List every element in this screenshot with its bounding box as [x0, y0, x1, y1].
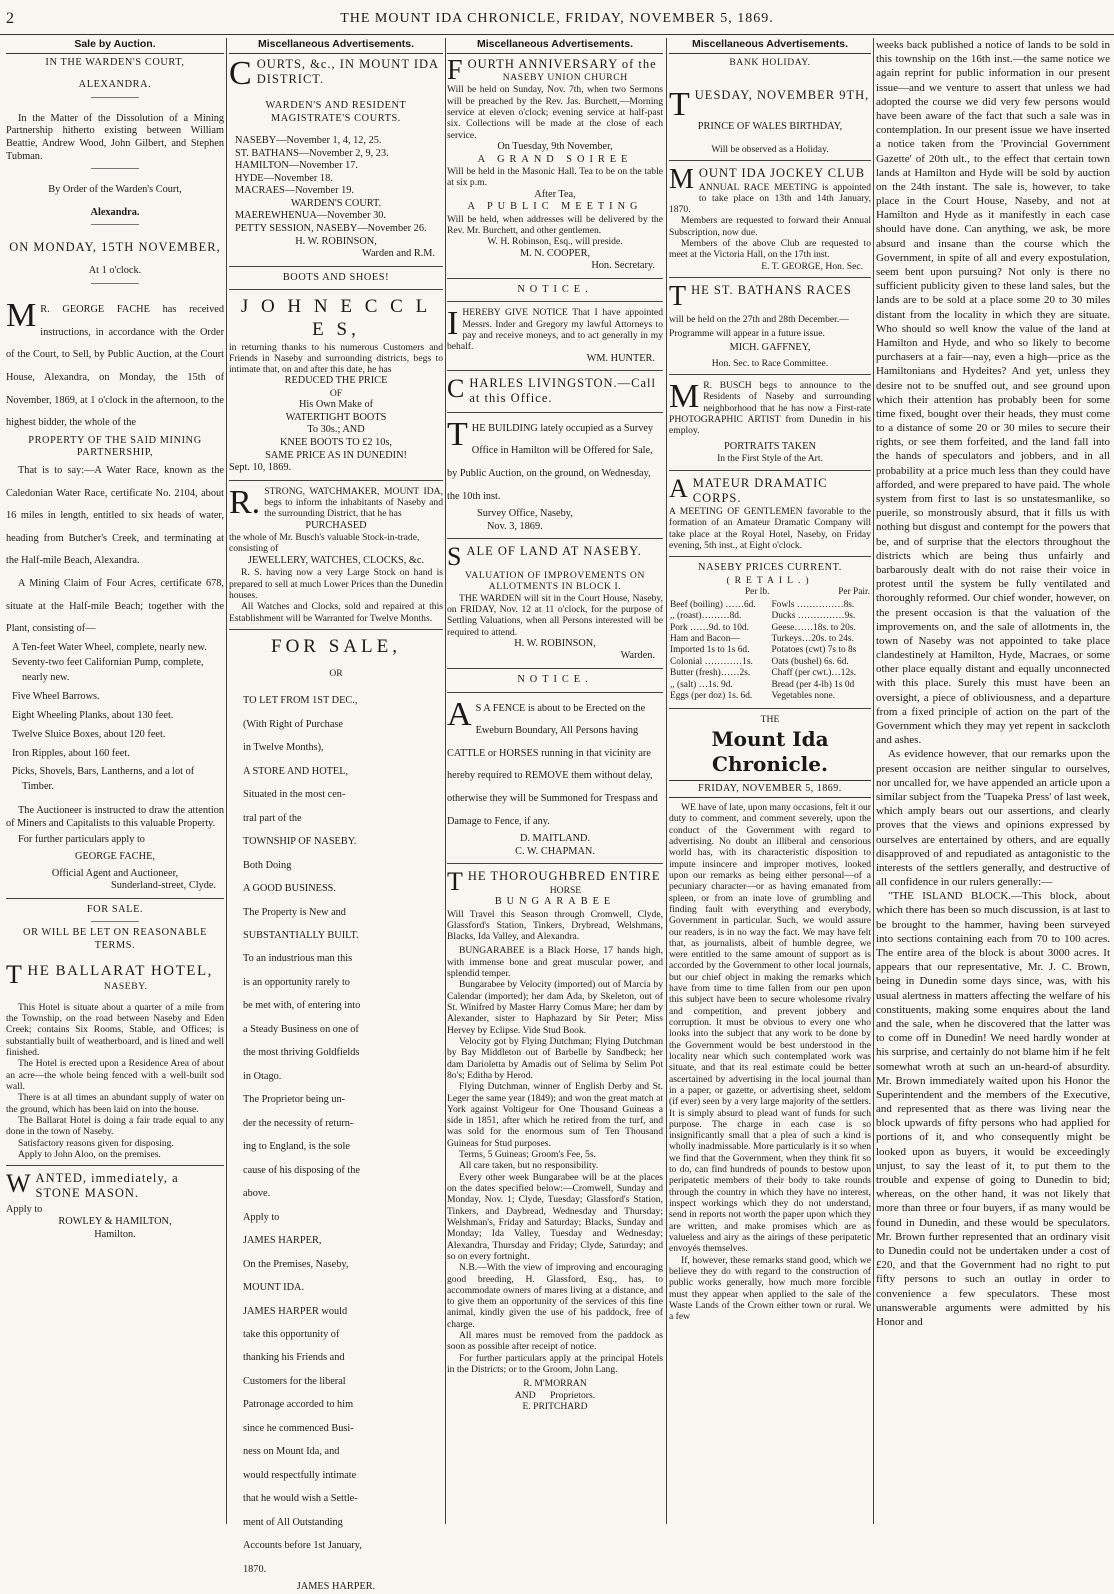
list-item: MAEREWHENUA—November 30.: [235, 210, 386, 222]
ad-line: Will be held, when addresses will be delivered by the Rev. Mr. Burchett, and other gentlemen.: [447, 213, 663, 237]
races-title: THE ST. BATHANS RACES: [669, 281, 852, 313]
signature-title: Hon. Sec. to Race Committee.: [711, 357, 829, 369]
ad-line: VALUATION OF IMPROVEMENTS ON ALLOTMENTS IN BLOCK I.: [465, 569, 645, 593]
prices-retail: (RETAIL.): [726, 574, 814, 586]
drop-cap: A: [447, 695, 472, 733]
table-row: Pork ……9d. to 10d. Geese……18s. to 20s.: [670, 622, 856, 633]
prices-table: [669, 586, 871, 703]
hotel-text: This Hotel is situate about a quarter of a mile from the Township, on the road between Naseby and Eden Creek; contains Six Rooms, Stable, and Offices; is substantially built of weatherboard, and is lined and well finished. The Hotel is erected upon a Residence Area of about an acre—the whole being fenced with a well-built sod wall. There is at all times an abundant supply of water on the ground, which has been laid on into the house. The Ballarat Hotel is doing a fair trade equal to any done in the town of Naseby. Satisfactory reasons given for disposing. Apply to John Aloo, on the premises.: [6, 1001, 224, 1160]
boots-heading: BOOTS AND SHOES!: [282, 271, 390, 283]
column-header: Miscellaneous Advertisements.: [447, 38, 663, 54]
ad-line: REDUCED THE PRICE: [284, 375, 388, 387]
ad-line: PURCHASED: [305, 519, 367, 531]
ad-line: All Watches and Clocks, sold and repaired at this Establishment will be Warranted for Twelve Months.: [229, 601, 443, 624]
list-item: HAMILTON—November 17.: [235, 160, 358, 172]
column-header: Miscellaneous Advertisements.: [669, 38, 871, 54]
anniversary-title: FOURTH ANNIVERSARY of the: [447, 54, 657, 86]
column-misc-2: [447, 38, 663, 1524]
column-auction: [6, 38, 224, 1524]
signature: E. T. GEORGE, Hon. Sec.: [761, 260, 863, 272]
horse-title: THE THOROUGHBRED ENTIRE: [447, 867, 661, 897]
store-hotel-ad: TO LET FROM 1ST DEC., (With Right of Purchase in Twelve Months), A STORE AND HOTEL, Situated in the most cen- tral part of the TOWNSHIP OF NASEBY. Both Doing A GOOD BUSINESS. The Property is New and SUBSTANTIALLY BUILT. To an industrious man this is an opportunity rarely to be met with, of entering into a Steady Business on one of the most thriving Goldfields in Otago. The Proprietor being un- der the necessity of return- ing to England, is the sole cause of his disposing of the above. Apply to JAMES HARPER, On the Premises, Naseby, MOUNT IDA.: [243, 695, 361, 1294]
attention-text: The Auctioneer is instructed to draw the attention of Miners and Capitalists to this valuable Property.: [6, 805, 224, 829]
drop-cap: M: [669, 164, 695, 196]
page-title: THE MOUNT IDA CHRONICLE, FRIDAY, NOVEMBER 5, 1869.: [340, 11, 774, 26]
for-sale-title: FOR SALE,: [271, 635, 401, 657]
signature: C. W. CHAPMAN.: [515, 845, 595, 857]
ad-line: In the First Style of the Art.: [717, 453, 823, 465]
drop-cap: F: [447, 54, 464, 86]
ad-line: Survey Office, Naseby,: [477, 508, 573, 520]
editorial-continued: weeks back published a notice of lands to be sold in this township on the 16th inst.—the same notice we again reprint for public information in our present issue—and we venture to assert that unless we had adopted the course we did very few persons would have been aware of the fact that such a sale was in contemplation. In our present issue we have inserted a notice taken from the 'Provincial Government Gazette' of 20th ult., to the effect that certain town lands at Hamilton and Hyde will be sold by auction on the 24th instant. The sale is, however, to take place in the Court House, Naseby, and not at Hamilton and Hyde as it manifestly in each case should have done. Can anything, we ask, be more absurd and insane than the course which the Government, in spite of all and every expostulation, seem bent upon pursuing? Not only is there no sufficient publicity given to these land sales, but the lands are to be sold at a place some 20 to 30 miles distant from the locality in which they are situate. Who should so well know the value of the land at Hamilton and Hyde, and who so likely to become purchasers at a fair—nay, even a high—price as the Hamiltonians and Hydeites? And yet, unless they desire not to be snuffed out, and see ground upon which their attention has probably been for some time fixed, bought over their heads, they must come to a distance of some 20 or 30 miles to secure their rights, or see them forfeited, and the land fall into the hands of speculators and jobbers, and in all probability at a price much less than they could have afforded, and were prepared to have paid. The whole system from first to last is so unstatesmanlike, so puerile, so monstrously absurd, that it fills us with nothing but disgust and contempt for the powers that be, and of surprise that the electors throughout the districts which are being thus unfairly and barbarously dealt with do not raise their voice in protest until the system be fully ventilated and thoroughly reformed. Our chief wonder, however, on the present occasion is that the valuation of the improvements on, and the sale of allotments in, the town of Naseby was not appointed to take place clandestinely at Hamilton, Hyde, Macraes, or some other place equally distant and equally unconnected with this place. Surely this must have been an oversight, a piece of obliviousness, and a departure from a fixed principle of action on the part of the Government which they may yet repent in sackcloth and ashes. As evidence however, that our remarks upon the present occasion are neither singular to ourselves, nor uncalled for, we have appended an article upon a similar subject from the 'Tuapeka Press' of last week, which amply bears out our assertions, and clearly proves that the views and opinions expressed by ourselves are entertained by others, and are equally disapproved of and repudiated as antagonistic to the interests of the settlers generally, and destructive of all confidence in our rulers generally:— "THE ISLAND BLOCK.—This block, about which there has been so much discussion, is at last to be brought to the hammer, having been surveyed into sections containing each from 70 to 100 acres. The entire area of the block is about 3000 acres. It appears that our representative, Mr. J. C. Brown, being in Dunedin some days since, was, with his usual alertness in matters affecting the welfare of his constituents, making some enquires about the land and the sale, when he discovered that the latter was to come off in Dunedin! We need hardly wonder at his surprise, and certainly do not blame him if he felt somewhat wroth at such an un-heard-of absurdity. Mr. Brown immediately waited upon his Honor the Superintendent and the members of the Executive, and represented that as there was living near the block upwards of fifty persons who had applied for portions of it, and who consequently might be looked upon as buyers, it would be exceedingly unjust, to say the least of it, to put them to the trouble and expense of going to Dunedin to bid; whereas, on the other hand, it was not likely that more than three or four buyers, if as many would be found in Dunedin, and these would be speculators. Mr. Brown further represented that an ordinary visit to Dunedin could not be undertaken under a cost of £20, and that the Government had no right to put fifty persons to such an outlay in order to convenience a few speculators. These most unanswerable arguments were admitted by his Honor and: [876, 39, 1110, 1328]
ad-line: OF: [329, 388, 343, 400]
nameplate-date: FRIDAY, NOVEMBER 5, 1869.: [669, 780, 871, 798]
drop-cap: T: [447, 867, 464, 897]
signature: H. W. ROBINSON,: [514, 637, 596, 649]
table-row: Colonial …………1s. Oats (bushel) 6s. 6d.: [670, 656, 849, 667]
drop-cap: S: [447, 542, 463, 572]
eccles-name: J O H N E C C L E S,: [240, 296, 432, 341]
list-item: NASEBY—November 1, 4, 12, 25.: [235, 135, 382, 147]
table-row: Ham and Bacon— Turkeys…20s. to 24s.: [670, 634, 854, 644]
ad-line: JEWELLERY, WATCHES, CLOCKS, &c.: [247, 554, 425, 566]
newspaper-nameplate: Mount Ida Chronicle.: [711, 727, 829, 776]
ad-line: After Tea,: [534, 188, 576, 200]
drop-cap: T: [6, 960, 24, 990]
sale-date: ON MONDAY, 15TH NOVEMBER,: [9, 240, 221, 255]
ad-line: His Own Make of: [298, 399, 374, 411]
ad-line: SAME PRICE AS IN DUNEDIN!: [265, 449, 407, 461]
masthead: [0, 0, 1114, 35]
table-row: Eggs (per doz) 1s. 6d. Vegetables none.: [670, 691, 835, 702]
list-item: Iron Ripples, about 160 feet.: [12, 747, 130, 759]
nameplate-the: THE: [760, 713, 780, 725]
courts-list: [229, 135, 443, 198]
ad-line: will be held on the 27th and 28th December.—: [669, 313, 849, 325]
ad-line: Will be held in the Masonic Hall. Tea to be on the table at six p.m.: [447, 166, 663, 189]
drop-cap: T: [447, 415, 468, 453]
column-editorial: [876, 38, 1110, 1524]
editorial-text: WE have of late, upon many occasions, felt it our duty to comment, and comment severely, upon the conduct of the Government with regard to advertising. No doubt an illiberal and censorious world has, with its characteristic disposition to impute insincere and improper motives, looked upon our remarks as being either personal—of a pecuniary character—or as having emanated from spleen, or from an inate love of grumbling and finding fault with everything and everybody, Government in particular. Such, we would assure our readers, is in no way the fact. We may have felt that, as journalists, albeit of humble degree, we were entitled to the same amount of support as is accorded by the Government to other local journals, but our chief object in making the remarks which have from time to time fallen from our pen upon this subject have been to secure wholesome rivalry and competition, and prevent jobbery and corruption. It must be obvious to every one who looks into the subject that any work to be done by the Government would be best understood in the locality near which such contemplated work was situate, and that its real estimate could be better ascertained by advertising in the local journal than in a paper, or gazette, or advertising sheet, seldom (if ever) seen by a very large majority of the settlers. It is simply absurd to plead want of funds for such purpose. The charge in each case is so insignificantly small that a plea of such a kind is wholly inadmissable. More particularly is it so when we find that the Government, when they think fit so to do, can find hundreds of pounds to bestow upon peripatetic members of their body to take rounds through the country in which they have no interest, inspect workings which they do not understand, send in reports not worth the paper upon which they are written, and make promises which are as valueless and airy as the airings of these peripatetic envoyés themselves. If, however, these remarks stand good, which we believe they do with regard to the construction of public works generally, how much more forcible must they appear when applied to the sale of the Waste Lands of the Crown either town or rural. We a few: [669, 802, 871, 1323]
table-row: Imported 1s to 1s 6d. Potatoes (cwt) 7s to 8s: [670, 645, 857, 656]
dramatic-title: AMATEUR DRAMATIC CORPS.: [669, 473, 828, 505]
auction-intro: M R. GEORGE FACHE has received instructions, in accordance with the Order of the Court, to Sell, by Public Auction, at the Court House, Alexandra, on Monday, the 15th of November, 1869, at 1 o'clock in the afternoon, to the highest bidder, the whole of the: [6, 296, 224, 429]
courts-sub: WARDEN'S AND RESIDENT MAGISTRATE'S COURTS.: [265, 100, 407, 124]
signature: E. PRITCHARD: [522, 1400, 588, 1412]
jockey-title: MOUNT IDA JOCKEY CLUB: [669, 164, 866, 196]
eccles-text: in returning thanks to his numerous Customers and Friends in Naseby and surrounding districts, begs to intimate that, on and after this date, he has: [229, 341, 443, 376]
ad-line: R. S. having now a very Large Stock on hand is prepared to sell at much Lower Prices than the Dunedin houses.: [229, 567, 443, 601]
ad-line: HORSE: [549, 884, 582, 896]
signature-title: Hon. Secretary.: [591, 260, 655, 272]
strong-text: R. STRONG, WATCHMAKER, MOUNT IDA, begs to inform the inhabitants of Naseby and the surrounding District, that he has: [229, 483, 443, 521]
wanted-ad: WANTED, immediately, a STONE MASON.: [6, 1169, 179, 1201]
ad-line: Members are requested to forward their Annual Subscription, now due.: [669, 215, 871, 238]
ad-date: Sept. 10, 1869.: [229, 462, 292, 474]
list-item: A Ten-feet Water Wheel, complete, nearly new.: [12, 642, 207, 654]
list-item: Seventy-two feet Californian Pump, complete, nearly new.: [12, 656, 204, 683]
busch-notice: M R. BUSCH begs to announce to the Residents of Naseby and surrounding neighborhood that he has now a First-rate PHOTOGRAPHIC ARTIST from Dunedin in his employ.: [669, 378, 871, 437]
property-items: [6, 460, 224, 641]
drop-cap: W: [6, 1169, 32, 1199]
list-item: ST. BATHANS—November 2, 9, 23.: [235, 147, 389, 159]
sale-time: At 1 o'clock.: [88, 265, 142, 277]
signature: MICH. GAFFNEY,: [729, 342, 811, 354]
list-item: Twelve Sluice Boxes, about 120 feet.: [12, 728, 166, 740]
list-item: PETTY SESSION, NASEBY—November 26.: [235, 223, 427, 235]
rowley-place: Hamilton.: [94, 1228, 136, 1240]
ad-line: Nov. 3, 1869.: [487, 520, 543, 532]
ad-line: On Tuesday, 9th November,: [497, 140, 613, 152]
signature: WM. HUNTER.: [586, 352, 655, 364]
table-row: ,, (roast)………8d. Ducks ……………9s.: [670, 611, 856, 622]
proprietors-line: AND Proprietors.: [514, 1389, 596, 1401]
ad-line: ANNUAL RACE MEETING is appointed to take place on 13th and 14th January, 1870.: [669, 181, 871, 216]
holiday-title: TUESDAY, NOVEMBER 9TH,: [669, 86, 870, 124]
ad-line: NASEBY UNION CHURCH: [502, 72, 628, 84]
column-rule: [666, 38, 667, 1524]
drop-cap: T: [669, 86, 691, 124]
ad-line: A MEETING OF GENTLEMEN favorable to the formation of an Amateur Dramatic Company will take place at the Royal Hotel, Naseby, on Friday evening, 5th inst., at Eight o'clock.: [669, 506, 871, 551]
property-heading: PROPERTY OF THE SAID MINING PARTNERSHIP,: [28, 434, 202, 459]
list-item: That is to say:—A Water Race, known as the Caledonian Water Race, certificate No. 2104, about 16 miles in length, entitled to six heads of water, heading from Butcher's Creek, and terminating at the Half-mile Beach, Alexandra.: [6, 464, 224, 567]
ad-line: Programme will appear in a future issue.: [669, 327, 825, 339]
table-row: ,, (salt) …1s. 9d. Bread (per 4-lb) 1s 0d: [670, 679, 855, 690]
drop-cap: M: [6, 296, 37, 334]
column-rule: [445, 38, 446, 1524]
court-place: ALEXANDRA.: [78, 79, 152, 91]
list-item: Picks, Shovels, Bars, Lantherns, and a lot of Timber.: [12, 766, 195, 793]
signature: R. M'MORRAN: [523, 1378, 587, 1390]
ad-line: A PUBLIC MEETING: [467, 201, 643, 213]
signature: M. N. COOPER,: [519, 247, 591, 259]
ad-line: WATERTIGHT BOOTS: [285, 411, 387, 423]
drop-cap: I: [447, 305, 459, 343]
ad-line: W. H. Robinson, Esq., will preside.: [487, 236, 623, 248]
drop-cap: M: [669, 378, 700, 416]
harper-notice: JAMES HARPER would take this opportunity of thanking his Friends and Customers for the liberal Patronage accorded to him since he commenced Busi- ness on Mount Ida, and would respectfully intimate that he would wish a Settle- ment of All Outstanding Accounts before 1st January, 1870.: [243, 1305, 362, 1575]
ad-line: Will be held on Sunday, Nov. 7th, when two Sermons will be preached by the Rev. Jas. Burchett,—Morning service at eleven o'clock; evening service at half-past six. Collections will be made at the close of each service.: [447, 84, 663, 141]
court-heading: IN THE WARDEN'S COURT,: [45, 56, 185, 68]
column-rule: [873, 38, 874, 1524]
further-text: For further particulars apply to: [18, 834, 145, 846]
ad-line: THE WARDEN will sit in the Court House, Naseby, on FRIDAY, Nov. 12 at 11 o'clock, for the purpose of Settling Valuations, when all Persons interested will be required to attend.: [447, 592, 663, 638]
warden-court: WARDEN'S COURT.: [290, 197, 382, 209]
apply-text: Apply to: [6, 1203, 43, 1215]
ad-line: Will be observed as a Holiday.: [711, 143, 829, 155]
list-item: HYDE—November 18.: [235, 172, 333, 184]
prices-header: Per lb.: [744, 587, 770, 598]
land-sale-title: SALE OF LAND AT NASEBY.: [447, 542, 642, 572]
signature-title: Warden.: [620, 650, 655, 662]
list-item: Eight Wheeling Planks, about 130 feet.: [12, 709, 174, 721]
auctioneer-title: Official Agent and Auctioneer,: [51, 867, 179, 879]
or-let-heading: OR WILL BE LET ON REASONABLE TERMS.: [23, 927, 207, 951]
auctioneer-address: Sunderland-street, Clyde.: [111, 880, 216, 892]
drop-cap: C: [229, 54, 253, 92]
rowley-name: ROWLEY & HAMILTON,: [58, 1216, 172, 1228]
notice-heading: NOTICE.: [517, 673, 593, 685]
prices-title: NASEBY PRICES CURRENT.: [698, 562, 842, 574]
ad-line: the whole of Mr. Busch's valuable Stock-in-trade, consisting of: [229, 532, 420, 555]
ad-line: PORTRAITS TAKEN: [724, 440, 816, 452]
ad-line: A GRAND SOIREE: [477, 153, 633, 165]
building-notice: THE BUILDING lately occupied as a Survey Office in Hamilton will be Offered for Sale, by Public Auction, on the ground, on Wednesday, the 10th inst.: [447, 415, 654, 502]
ad-line: KNEE BOOTS TO £2 10s,: [279, 436, 393, 448]
ad-line: Members of the above Club are requested to meet at the Victoria Hall, on the 17th inst.: [669, 238, 871, 261]
signature: D. MAITLAND.: [519, 833, 591, 845]
auctioneer-name: GEORGE FACHE,: [75, 850, 155, 862]
drop-cap: T: [669, 281, 688, 313]
drop-cap: C: [447, 374, 466, 404]
ad-line: To 30s.; AND: [307, 424, 365, 436]
column-header: Miscellaneous Advertisements.: [229, 38, 443, 54]
fence-notice: A S A FENCE is about to be Erected on the Eweburn Boundary, All Persons having CATTLE or HORSES running in that vicinity are hereby required to REMOVE them without delay, otherwise they will be Summoned for Trespass and Damage to Fence, if any.: [447, 695, 658, 827]
column-misc-3: [669, 38, 871, 1524]
horse-text: Will Travel this Season through Cromwell, Clyde, Glassford's Station, Tinkers, Drybread, Welshmans, Blacks, Ida Valley, and Alexandra. BUNGARABEE is a Black Horse, 17 hands high, with immense bone and great muscular power, and splendid temper. Bungarabee by Velocity (imported) out of Marcia by Calendar (imported); her dam Ada, by Skeleton, out of St. Winifred by Master Harry Comus Mare; her dam by Alexander, sister to Haphazard by Sir Peter; Miss Hervey by Eclipse. Vide Stud Book. Velocity got by Flying Dutchman; Flying Dutchman by Bay Middleton out of Barbelle by Sandbeck; her dam Darioletta by Amadis out of Selima by Selim Pot 8o's; Editha by Herod. Flying Dutchman, winner of English Derby and St. Leger the same year (1849); and won the great match at York against Voltigeur for One Thousand Guineas a side in 1851, after which he retired from the turf, and was sold for the enormous sum of Ten Thousand Guineas for Stud purposes. Terms, 5 Guineas; Groom's Fee, 5s. All care taken, but no responsibility. Every other week Bungarabee will be at the places on the dates specified below:—Cromwell, Sunday and Monday, Nov. 1; Clyde, Tuesday; Glassford's Station, Tinkers, and Daybread, Wednesday and Thursday; Welshman's, Friday and Saturday; Blacks, Sunday and Monday; Ida Valley, Tuesday and Wednesday; Alexandra, Thursday and Friday; Clyde, Saturday; and so on every fortnight. N.B.—With the view of improving and encouraging good breeding, H. Glassford, Esq., has, to accommodate owners of mares living at a distance, and to give them an opportunity of the services of this fine animal, kindly given the use of his paddock, free of charge. All mares must be removed from the paddock as soon as possible after receipt of notice. For further particulars apply at the principal Hotels in the Districts; or to the Groom, John Lang.: [447, 908, 663, 1376]
signature: H. W. ROBINSON,: [295, 235, 377, 247]
page-number: 2: [6, 10, 14, 27]
order-text: By Order of the Warden's Court,: [48, 184, 182, 196]
ad-line: OR: [329, 668, 343, 680]
notice-heading: NOTICE.: [517, 283, 593, 295]
list-item: Five Wheel Barrows.: [12, 690, 100, 702]
table-row: Butter (fresh)……2s. Chaff (per cwt.)…12s.: [670, 668, 857, 679]
ad-line: BANK HOLIDAY.: [729, 56, 811, 68]
hotel-place: NASEBY.: [103, 980, 148, 992]
list-item: MACRAES—November 19.: [235, 185, 354, 197]
column-misc-1: [229, 38, 443, 1593]
for-sale-heading: FOR SALE.: [86, 903, 144, 915]
ad-line: PRINCE OF WALES BIRTHDAY,: [697, 121, 843, 133]
hotel-title: THE BALLARAT HOTEL,: [6, 960, 213, 990]
list-item: A Mining Claim of Four Acres, certificate 678, situate at the Half-mile Beach; together with the Plant, consisting of—: [6, 578, 224, 635]
column-rule: [226, 38, 227, 1524]
courts-title: COURTS, &c., IN MOUNT IDA DISTRICT.: [229, 54, 439, 92]
table-row: Beef (boiling) ……6d. Fowls ……………8s.: [670, 599, 855, 610]
prices-header: Per Pair.: [838, 587, 870, 598]
signature-title: Warden and R.M.: [362, 248, 435, 260]
horse-name: BUNGARABEE: [494, 896, 616, 907]
order-place: Alexandra.: [90, 206, 140, 218]
livingston-notice: CHARLES LIVINGSTON.—Call at this Office.: [447, 374, 656, 406]
hunter-notice: IHEREBY GIVE NOTICE That I have appointed Messrs. Inder and Gregory my lawful Attorneys to pay and receive moneys, and to act generally in my behalf.: [447, 305, 663, 353]
matter-text: In the Matter of the Dissolution of a Mining Partnership hitherto existing between William Beattie, Andrew Wood, John Gilbert, and Stephen Tubman.: [6, 112, 224, 162]
drop-cap: R.: [229, 483, 261, 521]
drop-cap: A: [669, 473, 689, 503]
column-header: Sale by Auction.: [6, 38, 224, 54]
harper-signature: JAMES HARPER.: [296, 1581, 376, 1593]
